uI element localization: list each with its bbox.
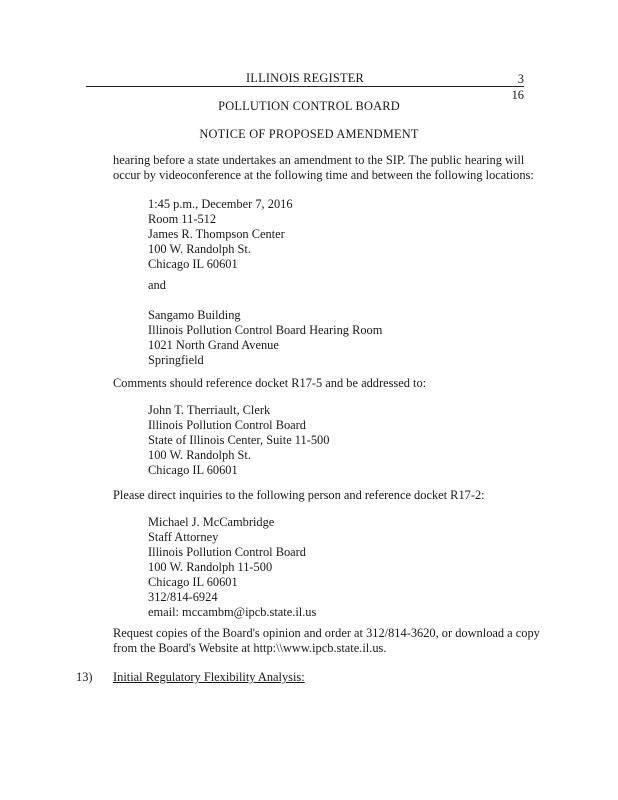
copies-line-1: Request copies of the Board's opinion and order at 312/814-3620, or download a copy [113,626,540,640]
section-title: Initial Regulatory Flexibility Analysis: [113,670,305,684]
hearing-location-2 [148,308,382,368]
conjunction-text: and [148,278,166,292]
hearing-2-street: 1021 North Grand Avenue [148,338,279,352]
contact-street: 100 W. Randolph 11-500 [148,560,273,574]
clerk-city: Chicago IL 60601 [148,463,238,477]
contact-title: Staff Attorney [148,530,219,544]
hearing-city: Chicago IL 60601 [148,257,238,271]
contact-name: Michael J. McCambridge [148,515,275,529]
header-divider [86,86,524,87]
clerk-name: John T. Therriault, Clerk [148,403,271,417]
comments-paragraph: Comments should reference docket R17-5 and be addressed to: [113,376,427,390]
issue-number: 16 [511,88,524,102]
hearing-building: James R. Thompson Center [148,227,285,241]
contact-phone: 312/814-6924 [148,590,218,604]
clerk-street: 100 W. Randolph St. [148,448,251,462]
inquiries-paragraph: Please direct inquiries to the following person and reference docket R17-2: [113,488,485,502]
hearing-2-city: Springfield [148,353,204,367]
hearing-2-room: Illinois Pollution Control Board Hearing Room [148,323,383,337]
contact-agency: Illinois Pollution Control Board [148,545,306,559]
clerk-agency: Illinois Pollution Control Board [148,418,306,432]
clerk-building: State of Illinois Center, Suite 11-500 [148,433,330,447]
hearing-time: 1:45 p.m., December 7, 2016 [148,197,293,211]
hearing-room: Room 11-512 [148,212,217,226]
hearing-location-1 [148,197,293,272]
agency-heading: POLLUTION CONTROL BOARD [218,99,400,113]
hearing-street: 100 W. Randolph St. [148,242,251,256]
intro-paragraph [113,153,533,183]
clerk-address [148,403,329,478]
volume-number: 3 [517,72,524,86]
contact-city: Chicago IL 60601 [148,575,238,589]
copies-paragraph [113,626,540,656]
hearing-2-building: Sangamo Building [148,308,241,322]
copies-line-2: from the Board's Website at http:\\www.ipcb.state.il.us. [113,641,387,655]
intro-line-1: hearing before a state undertakes an amendment to the SIP. The public hearing will [113,153,525,167]
register-title: ILLINOIS REGISTER [245,71,364,85]
section-number: 13) [76,670,93,684]
contact-email: email: mccambm@ipcb.state.il.us [148,605,317,619]
intro-line-2: occur by videoconference at the following time and between the following locations: [113,168,534,182]
contact-block [148,515,316,620]
notice-heading: NOTICE OF PROPOSED AMENDMENT [199,127,419,141]
